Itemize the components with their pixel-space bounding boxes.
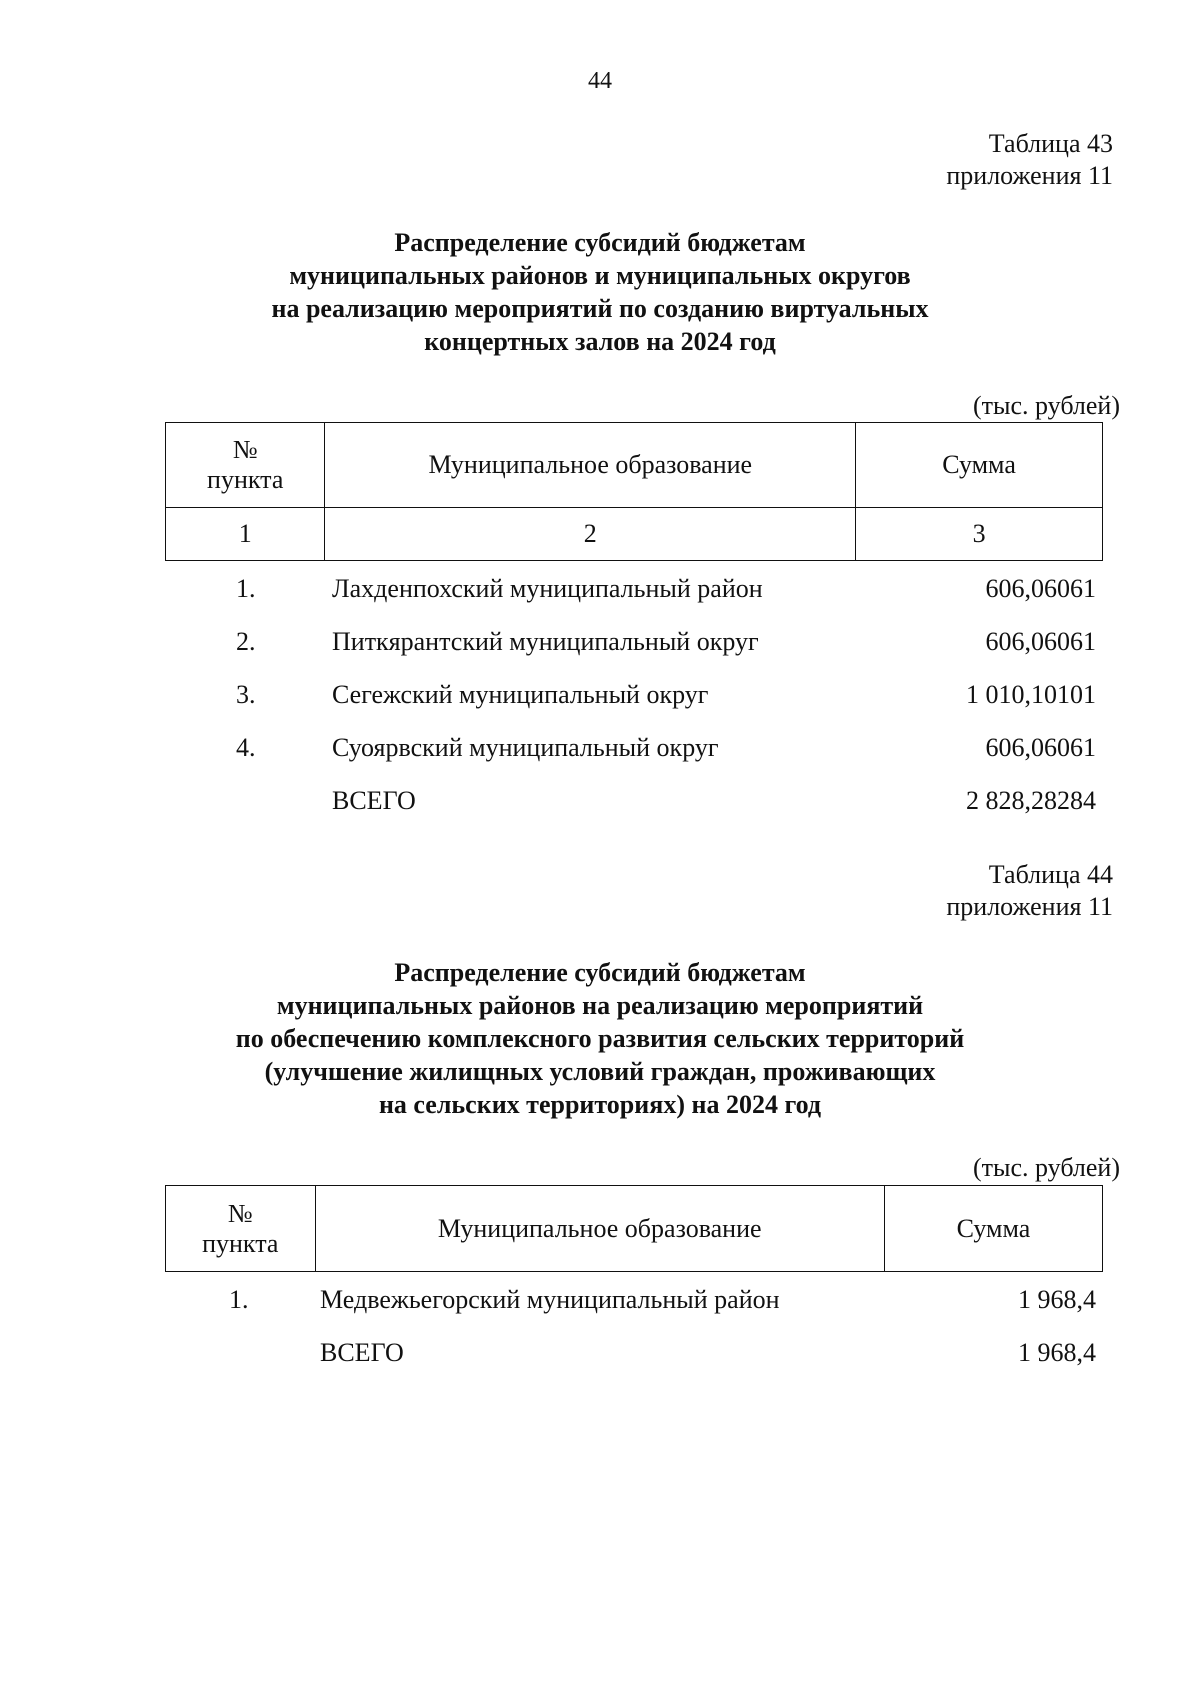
table-43-title-line: концертных залов на 2024 год xyxy=(424,327,776,356)
page-number: 44 xyxy=(588,68,612,94)
row-number: 4. xyxy=(236,733,256,762)
table-44-header xyxy=(165,1185,1103,1272)
table-43-unit: (тыс. рублей) xyxy=(972,391,1120,420)
row-number: 1. xyxy=(229,1285,249,1314)
row-municipality: Суоярвский муниципальный округ xyxy=(332,733,719,762)
row-number: 3. xyxy=(236,680,256,709)
header-number-symbol: № xyxy=(232,435,258,464)
table-44-unit: (тыс. рублей) xyxy=(972,1153,1120,1182)
total-label: ВСЕГО xyxy=(320,1338,404,1367)
row-sum: 1 968,4 xyxy=(1018,1285,1096,1314)
column-number-cell: 3 xyxy=(856,508,1103,561)
header-number-label: пункта xyxy=(207,465,284,494)
table-44-title-line: (улучшение жилищных условий граждан, проживающих xyxy=(264,1057,936,1086)
table-total-row xyxy=(0,1337,1200,1369)
table-row xyxy=(0,573,1200,605)
table-43-title-line: муниципальных районов и муниципальных округов xyxy=(289,261,911,290)
column-number-cell: 2 xyxy=(325,508,856,561)
table-row xyxy=(0,732,1200,764)
header-cell-sum: Сумма xyxy=(856,423,1103,508)
header-cell-number xyxy=(166,423,325,508)
total-sum: 2 828,28284 xyxy=(966,786,1096,815)
table-row xyxy=(0,1284,1200,1316)
row-sum: 606,06061 xyxy=(985,574,1096,603)
table-43-title xyxy=(0,226,1200,358)
table-total-row xyxy=(0,785,1200,817)
header-number-label: пункта xyxy=(202,1228,279,1258)
row-sum: 1 010,10101 xyxy=(966,680,1096,709)
table-43-title-line: на реализацию мероприятий по созданию виртуальных xyxy=(271,294,929,323)
table-43-reference xyxy=(946,128,1113,192)
table-44-title-line: Распределение субсидий бюджетам xyxy=(394,958,806,987)
column-number-cell: 1 xyxy=(166,508,325,561)
table-44-title-line: по обеспечению комплексного развития сельских территорий xyxy=(235,1024,965,1053)
header-cell-sum: Сумма xyxy=(884,1186,1102,1272)
header-cell-municipality: Муниципальное образование xyxy=(315,1186,884,1272)
row-number: 2. xyxy=(236,627,256,656)
total-label: ВСЕГО xyxy=(332,786,416,815)
row-municipality: Сегежский муниципальный округ xyxy=(332,680,709,709)
table-43-header xyxy=(165,422,1103,561)
table-row xyxy=(0,679,1200,711)
table-43-ref-line2: приложения 11 xyxy=(946,161,1113,190)
header-number-symbol: № xyxy=(227,1198,253,1228)
table-43-title-line: Распределение субсидий бюджетам xyxy=(394,228,806,257)
row-municipality: Питкярантский муниципальный округ xyxy=(332,627,759,656)
table-row xyxy=(0,626,1200,658)
row-municipality: Медвежьегорский муниципальный район xyxy=(320,1285,780,1314)
table-43-ref-line1: Таблица 43 xyxy=(988,129,1113,158)
table-44-title-line: муниципальных районов на реализацию мероприятий xyxy=(276,991,924,1020)
table-44-reference xyxy=(946,859,1113,923)
table-44-ref-line2: приложения 11 xyxy=(946,892,1113,921)
header-cell-municipality: Муниципальное образование xyxy=(325,423,856,508)
table-44-title-line: на сельских территориях) на 2024 год xyxy=(378,1090,822,1119)
table-44-ref-line1: Таблица 44 xyxy=(988,860,1113,889)
row-number: 1. xyxy=(236,574,256,603)
row-sum: 606,06061 xyxy=(985,733,1096,762)
total-sum: 1 968,4 xyxy=(1018,1338,1096,1367)
row-sum: 606,06061 xyxy=(985,627,1096,656)
row-municipality: Лахденпохский муниципальный район xyxy=(332,574,763,603)
header-cell-number xyxy=(166,1186,316,1272)
table-44-title xyxy=(0,956,1200,1121)
